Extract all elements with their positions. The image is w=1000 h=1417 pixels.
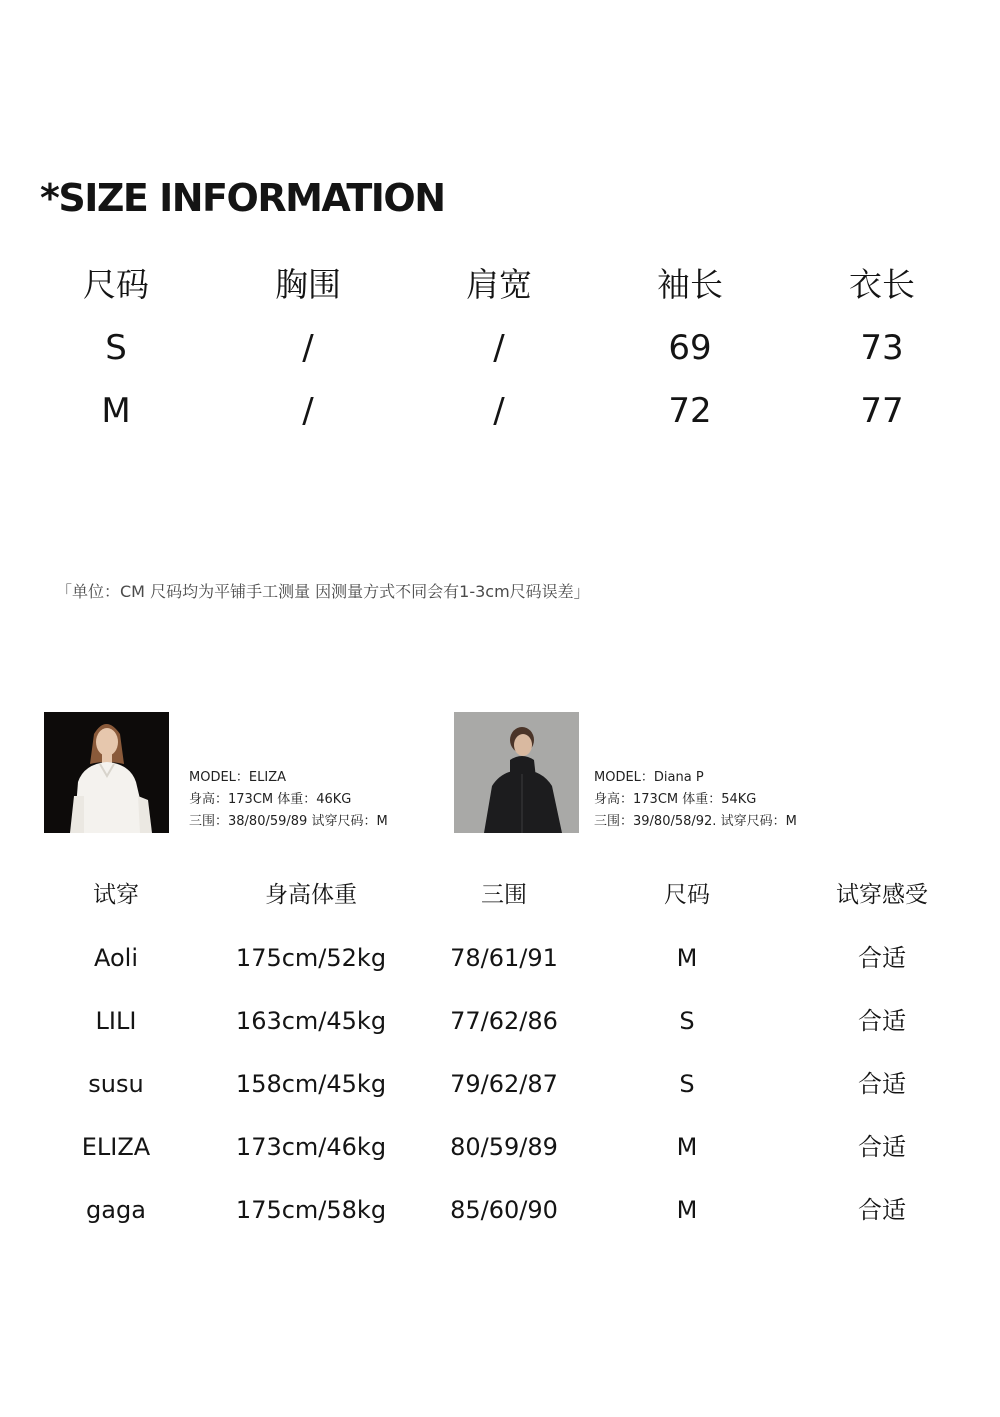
feeling-cell: 合适 — [858, 1070, 906, 1098]
page-title: *SIZE INFORMATION — [40, 176, 445, 220]
size-cell: S — [679, 1007, 695, 1035]
table-row — [0, 1129, 1000, 1177]
header-tester: 试穿 — [93, 882, 139, 908]
tester-cell: gaga — [86, 1196, 146, 1224]
chest-cell: / — [302, 328, 314, 368]
feeling-cell: 合适 — [858, 1196, 906, 1224]
model-measurements: 三围：38/80/59/89 试穿尺码：M — [189, 814, 388, 829]
model-height-weight: 身高：173CM 体重：54KG — [594, 792, 757, 807]
chest-cell: / — [302, 391, 314, 431]
model-height-weight: 身高：173CM 体重：46KG — [189, 792, 352, 807]
size-table-header — [0, 261, 1000, 309]
model-info-eliza — [189, 767, 388, 833]
sleeve-cell: 69 — [668, 328, 712, 368]
header-height-weight: 身高体重 — [265, 882, 357, 908]
size-cell: M — [676, 1133, 698, 1161]
length-cell: 73 — [860, 328, 904, 368]
table-row — [0, 1066, 1000, 1114]
measurements-cell: 85/60/90 — [450, 1196, 558, 1224]
measurement-note: 「单位：CM 尺码均为平铺手工测量 因测量方式不同会有1-3cm尺码误差」 — [56, 582, 590, 601]
sleeve-cell: 72 — [668, 391, 712, 431]
measurements-cell: 79/62/87 — [450, 1070, 558, 1098]
fit-table-header — [0, 877, 1000, 925]
shoulder-cell: / — [493, 328, 505, 368]
model-measurements: 三围：39/80/58/92. 试穿尺码：M — [594, 814, 797, 829]
height-weight-cell: 175cm/58kg — [235, 1196, 387, 1224]
length-cell: 77 — [860, 391, 904, 431]
model-eliza-illustration — [44, 712, 169, 833]
model-photo-diana — [454, 712, 579, 833]
tester-cell: susu — [88, 1070, 144, 1098]
feeling-cell: 合适 — [858, 944, 906, 972]
table-row — [0, 1192, 1000, 1240]
size-cell: M — [101, 391, 131, 431]
model-photo-eliza — [44, 712, 169, 833]
size-cell: S — [105, 328, 127, 368]
size-cell: M — [676, 944, 698, 972]
header-size: 尺码 — [83, 265, 149, 304]
height-weight-cell: 175cm/52kg — [235, 944, 387, 972]
measurements-cell: 78/61/91 — [450, 944, 558, 972]
size-cell: S — [679, 1070, 695, 1098]
tester-cell: LILI — [95, 1007, 137, 1035]
shoulder-cell: / — [493, 391, 505, 431]
header-shoulder: 肩宽 — [466, 265, 532, 304]
table-row — [0, 1003, 1000, 1051]
header-length: 衣长 — [849, 265, 915, 304]
table-row — [0, 387, 1000, 435]
measurements-cell: 77/62/86 — [450, 1007, 558, 1035]
table-row — [0, 940, 1000, 988]
model-info-diana — [594, 767, 797, 833]
height-weight-cell: 158cm/45kg — [235, 1070, 387, 1098]
size-cell: M — [676, 1196, 698, 1224]
model-diana-illustration — [454, 712, 579, 833]
model-name: MODEL：ELIZA — [189, 770, 287, 785]
height-weight-cell: 173cm/46kg — [235, 1133, 387, 1161]
header-feeling: 试穿感受 — [836, 882, 928, 908]
feeling-cell: 合适 — [858, 1133, 906, 1161]
height-weight-cell: 163cm/45kg — [235, 1007, 387, 1035]
header-measurements: 三围 — [481, 882, 527, 908]
header-chest: 胸围 — [275, 265, 341, 304]
measurements-cell: 80/59/89 — [450, 1133, 558, 1161]
tester-cell: ELIZA — [81, 1133, 151, 1161]
feeling-cell: 合适 — [858, 1007, 906, 1035]
model-name: MODEL：Diana P — [594, 770, 704, 785]
header-size: 尺码 — [664, 882, 710, 908]
header-sleeve: 袖长 — [657, 265, 723, 304]
table-row — [0, 324, 1000, 372]
tester-cell: Aoli — [93, 944, 138, 972]
